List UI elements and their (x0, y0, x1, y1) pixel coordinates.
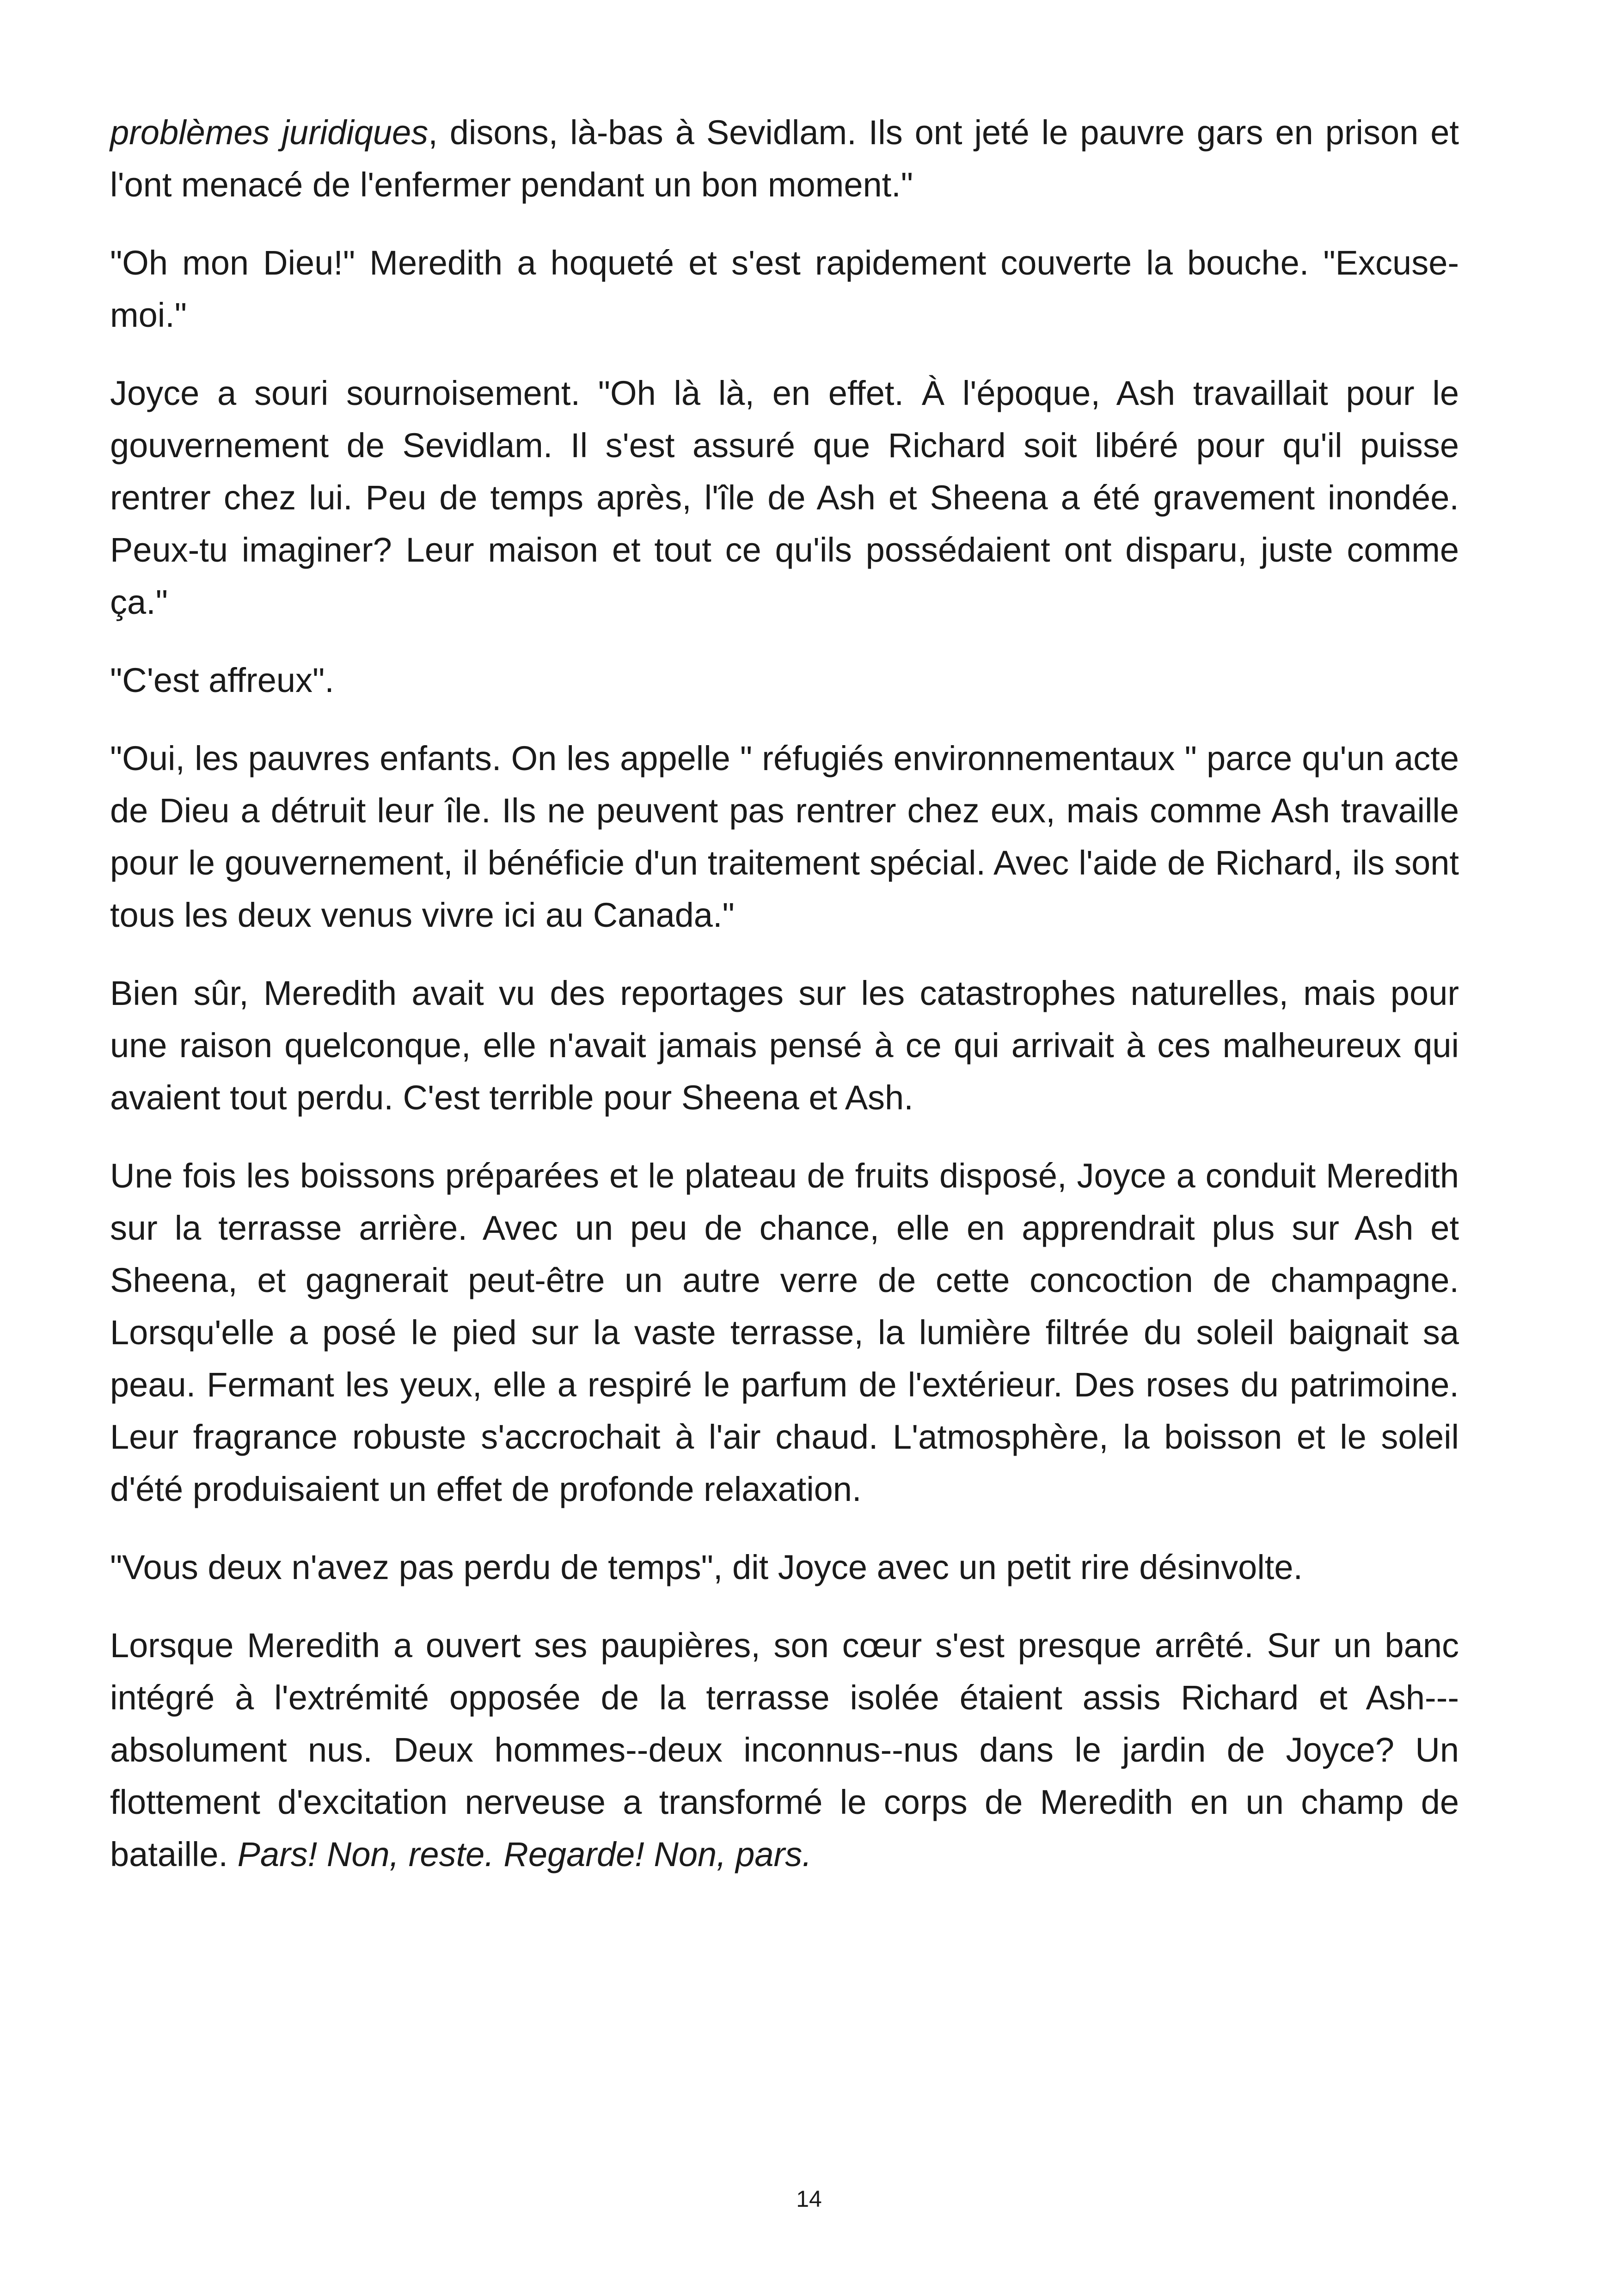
italic-phrase: problèmes juridiques (110, 113, 429, 152)
page-number: 14 (796, 2186, 822, 2212)
paragraph-3 (110, 367, 1459, 628)
paragraph-text: Une fois les boissons préparées et le plateau de fruits disposé, Joyce a conduit Meredith sur la terrasse arrière. Avec un peu de chance, elle en apprendrait plus sur Ash et Sheena, et gagnerait peut-être un autre verre de cette concoction de champagne. Lorsqu'elle a posé le pied sur la vaste terrasse, la lumière filtrée du soleil baignait sa peau. Fermant les yeux, elle a respiré le parfum de l'extérieur. Des roses du patrimoine. Leur fragrance robuste s'accrochait à l'air chaud. L'atmosphère, la boisson et le soleil d'été produisaient un effet de profonde relaxation. (110, 1157, 1459, 1508)
paragraph-text: Lorsque Meredith a ouvert ses paupières, son cœur s'est presque arrêté. Sur un banc intégré à l'extrémité opposée de la terrasse isolée étaient assis Richard et Ash---absolument nus. Deux hommes--deux inconnus--nus dans le jardin de Joyce? Un flottement d'excitation nerveuse a transformé le corps de Meredith en un champ de bataille. (110, 1626, 1459, 1874)
paragraph-text: Bien sûr, Meredith avait vu des reportages sur les catastrophes naturelles, mais pour une raison quelconque, elle n'avait jamais pensé à ce qui arrivait à ces malheureux qui avaient tout perdu. C'est terrible pour Sheena et Ash. (110, 974, 1459, 1117)
paragraph-text: "Oh mon Dieu!" Meredith a hoqueté et s'est rapidement couverte la bouche. "Excuse-moi." (110, 244, 1459, 334)
paragraph-8 (110, 1541, 1459, 1593)
paragraph-9 (110, 1619, 1459, 1880)
paragraph-text: "Oui, les pauvres enfants. On les appelle " réfugiés environnementaux " parce qu'un acte de Dieu a détruit leur île. Ils ne peuvent pas rentrer chez eux, mais comme Ash travaille pour le gouvernement, il bénéficie d'un traitement spécial. Avec l'aide de Richard, ils sont tous les deux venus vivre ici au Canada." (110, 739, 1459, 934)
paragraph-4 (110, 654, 1459, 706)
paragraph-text: Joyce a souri sournoisement. "Oh là là, en effet. À l'époque, Ash travaillait pour le gouvernement de Sevidlam. Il s'est assuré que Richard soit libéré pour qu'il puisse rentrer chez lui. Peu de temps après, l'île de Ash et Sheena a été gravement inondée. Peux-tu imaginer? Leur maison et tout ce qu'ils possédaient ont disparu, juste comme ça." (110, 374, 1459, 621)
paragraph-2 (110, 237, 1459, 341)
paragraph-1 (110, 106, 1459, 211)
body-text (110, 106, 1459, 1906)
paragraph-text: "Vous deux n'avez pas perdu de temps", dit Joyce avec un petit rire désinvolte. (110, 1548, 1303, 1586)
paragraph-text: "C'est affreux". (110, 661, 334, 699)
paragraph-text: , disons, là-bas à Sevidlam. Ils ont jeté le pauvre gars en prison et l'ont menacé de l'enfermer pendant un bon moment." (110, 113, 1459, 204)
italic-phrase: Pars! Non, reste. Regarde! Non, pars. (237, 1835, 812, 1874)
paragraph-7 (110, 1150, 1459, 1515)
paragraph-5 (110, 732, 1459, 941)
paragraph-6 (110, 967, 1459, 1124)
